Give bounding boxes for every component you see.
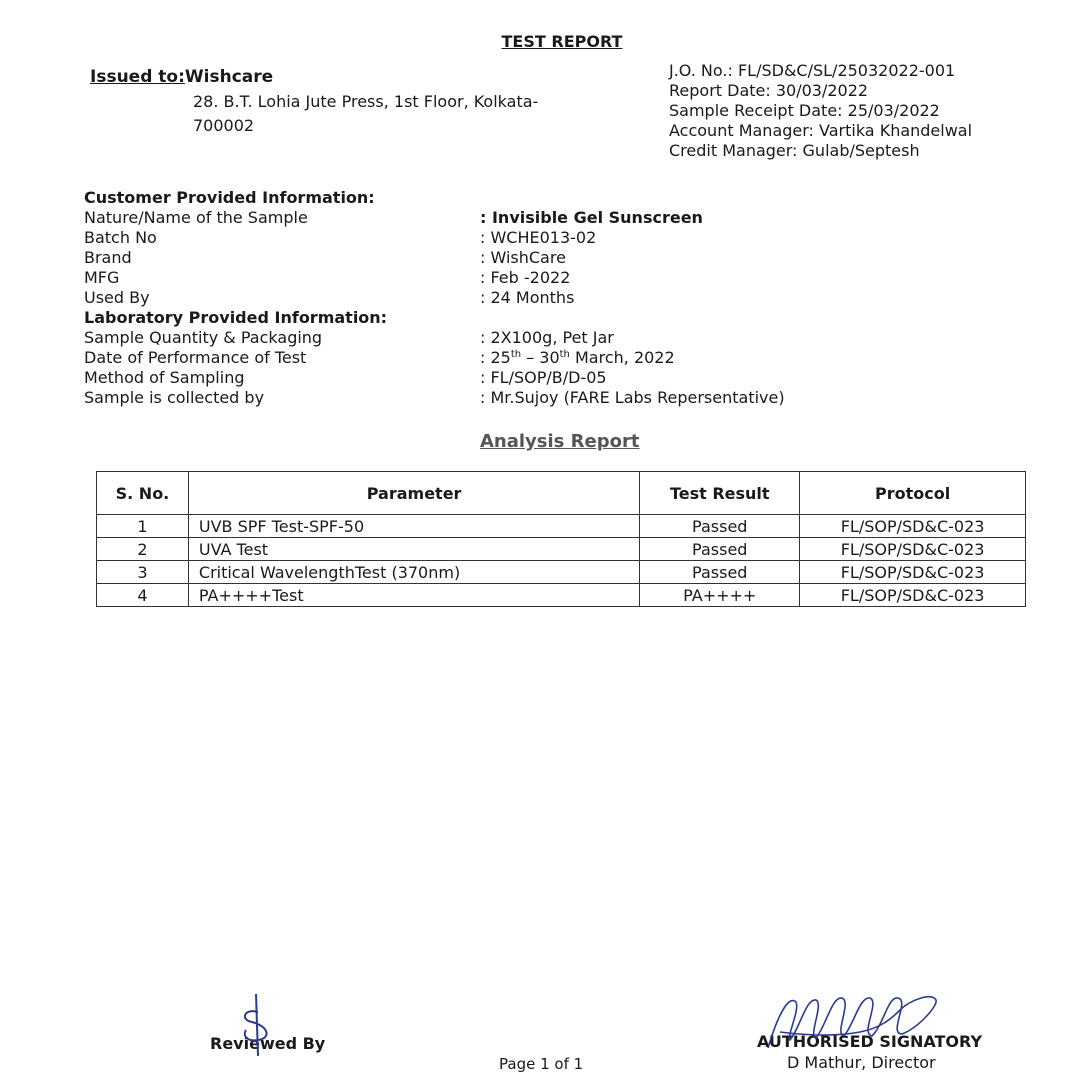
cell-parameter: UVB SPF Test-SPF-50 [188, 515, 639, 538]
analysis-report-title: Analysis Report [480, 431, 640, 452]
info-value: : 24 Months [480, 288, 575, 307]
cell-sno: 1 [97, 515, 189, 538]
cell-protocol: FL/SOP/SD&C-023 [800, 584, 1026, 607]
info-label: Sample is collected by [84, 388, 265, 407]
info-label: Batch No [84, 228, 157, 247]
info-label: Used By [84, 288, 150, 307]
info-label: Brand [84, 248, 132, 267]
analysis-table [96, 471, 1026, 607]
table-header-row [97, 472, 1026, 515]
jo-number: J.O. No.: FL/SD&C/SL/25032022-001 [669, 61, 956, 80]
info-value: : Invisible Gel Sunscreen [480, 208, 703, 227]
info-value: : WCHE013-02 [480, 228, 597, 247]
table-row [97, 515, 1026, 538]
authorised-signatory-label: AUTHORISED SIGNATORY [757, 1032, 983, 1051]
column-header-result: Test Result [640, 472, 800, 515]
cell-result: Passed [640, 561, 800, 584]
issued-to-label: Issued to: [90, 67, 185, 87]
sample-receipt-date: Sample Receipt Date: 25/03/2022 [669, 101, 940, 120]
column-header-sno: S. No. [97, 472, 189, 515]
info-value: : WishCare [480, 248, 566, 267]
issued-to [90, 67, 273, 87]
report-date: Report Date: 30/03/2022 [669, 81, 869, 100]
cell-protocol: FL/SOP/SD&C-023 [800, 561, 1026, 584]
info-value: : FL/SOP/B/D-05 [480, 368, 607, 387]
info-label: Nature/Name of the Sample [84, 208, 308, 227]
issued-to-name: Wishcare [184, 67, 274, 87]
cell-protocol: FL/SOP/SD&C-023 [800, 515, 1026, 538]
cell-parameter: Critical WavelengthTest (370nm) [188, 561, 639, 584]
table-row [97, 561, 1026, 584]
column-header-parameter: Parameter [188, 472, 639, 515]
table-row [97, 584, 1026, 607]
cell-parameter: UVA Test [188, 538, 639, 561]
cell-result: Passed [640, 515, 800, 538]
cell-sno: 2 [97, 538, 189, 561]
cell-parameter: PA++++Test [188, 584, 639, 607]
report-meta [669, 61, 972, 161]
account-manager: Account Manager: Vartika Khandelwal [669, 121, 973, 140]
cell-result: Passed [640, 538, 800, 561]
info-label: Date of Performance of Test [84, 348, 307, 367]
cell-protocol: FL/SOP/SD&C-023 [800, 538, 1026, 561]
report-title: TEST REPORT [501, 32, 623, 51]
credit-manager: Credit Manager: Gulab/Septesh [669, 141, 920, 160]
info-value: : 25th – 30th March, 2022 [480, 348, 675, 367]
info-value: : 2X100g, Pet Jar [480, 328, 614, 347]
info-label: Method of Sampling [84, 368, 245, 387]
info-value: : Feb -2022 [480, 268, 571, 287]
info-label: Sample Quantity & Packaging [84, 328, 323, 347]
cell-sno: 4 [97, 584, 189, 607]
table-row [97, 538, 1026, 561]
reviewed-by-label: Reviewed By [210, 1034, 326, 1053]
cell-result: PA++++ [640, 584, 800, 607]
page-number: Page 1 of 1 [499, 1055, 584, 1073]
issued-to-address: 28. B.T. Lohia Jute Press, 1st Floor, Kolkata-700002 [193, 92, 539, 135]
info-label: MFG [84, 268, 120, 287]
director-name: D Mathur, Director [787, 1053, 936, 1072]
cell-sno: 3 [97, 561, 189, 584]
column-header-protocol: Protocol [800, 472, 1026, 515]
info-value: : Mr.Sujoy (FARE Labs Repersentative) [480, 388, 785, 407]
